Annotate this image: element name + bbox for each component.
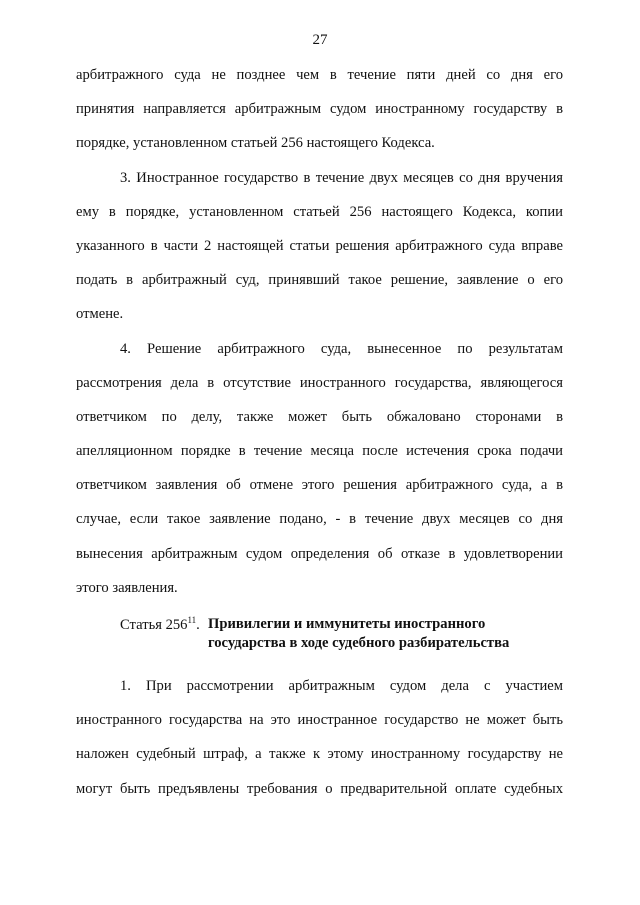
article-heading: [76, 605, 563, 669]
paragraph-continuation: [76, 58, 563, 161]
text-line: ответчиком заявления об отмене этого решения арбитражного суда, а в: [76, 477, 563, 494]
text-line: 1. При рассмотрении арбитражным судом дела с участием: [120, 678, 563, 694]
text-line: этого заявления.: [76, 579, 178, 596]
article-label-suffix: .: [196, 617, 200, 633]
text-line: могут быть предъявлены требования о предварительной оплате судебных: [76, 780, 563, 797]
text-line: принятия направляется арбитражным судом иностранному государству в: [76, 101, 563, 118]
text-line: ответчиком по делу, также может быть обжаловано сторонами в: [76, 408, 563, 425]
paragraph-3: [76, 161, 563, 332]
text-line: апелляционном порядке в течение месяца после истечения срока подачи: [76, 443, 563, 460]
text-line: подать в арбитражный суд, принявший такое решение, заявление о его: [76, 272, 563, 289]
article-superscript: 11: [187, 615, 197, 626]
document-body: [76, 58, 563, 806]
text-line: ему в порядке, установленном статьей 256 настоящего Кодекса, копии: [76, 203, 563, 220]
article-paragraph-1: [76, 669, 563, 806]
paragraph-4: [76, 332, 563, 606]
text-line: случае, если такое заявление подано, - в течение двух месяцев со дня: [76, 511, 563, 528]
article-title: [208, 615, 509, 653]
text-line: наложен судебный штраф, а также к этому иностранному государству не: [76, 746, 563, 763]
text-line: 3. Иностранное государство в течение двух месяцев со дня вручения: [120, 169, 563, 186]
text-line: иностранного государства на это иностранное государство не может быть: [76, 712, 563, 729]
text-line: 4. Решение арбитражного суда, вынесенное по результатам: [120, 340, 563, 357]
article-number: [120, 615, 200, 635]
text-line: вынесения арбитражным судом определения об отказе в удовлетворении: [76, 545, 563, 562]
page-number: 27: [312, 32, 328, 48]
article-title-line: государства в ходе судебного разбирательства: [208, 635, 510, 651]
text-line: отмене.: [76, 306, 124, 323]
article-title-line: Привилегии и иммунитеты иностранного: [208, 616, 486, 632]
text-line: рассмотрения дела в отсутствие иностранного государства, являющегося: [76, 374, 563, 391]
text-line: арбитражного суда не позднее чем в течение пяти дней со дня его: [76, 67, 563, 83]
article-label-text: Статья 256: [120, 617, 188, 633]
text-line: указанного в части 2 настоящей статьи решения арбитражного суда вправе: [76, 237, 563, 254]
text-line: порядке, установленном статьей 256 настоящего Кодекса.: [76, 135, 435, 152]
